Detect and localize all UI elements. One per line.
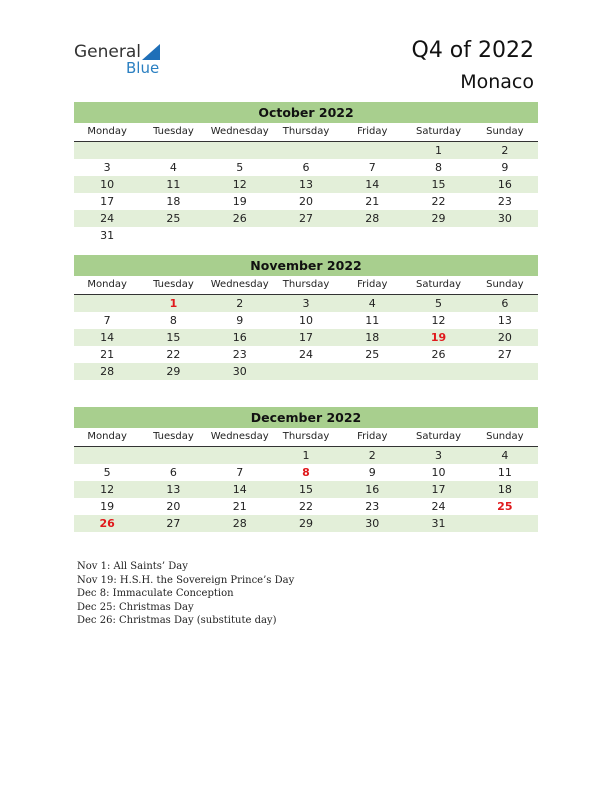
weekday-label: Wednesday (210, 279, 269, 290)
logo-blue-text: Blue (126, 59, 160, 77)
day-cell (405, 363, 471, 380)
day-cell: 9 (236, 314, 244, 327)
day-cell: 7 (236, 466, 244, 479)
day-cell: 15 (431, 178, 446, 191)
day-cell: 5 (236, 161, 244, 174)
day-cell (273, 227, 339, 244)
day-cell: 11 (166, 178, 181, 191)
day-cell: 11 (497, 466, 512, 479)
day-cell: 8 (302, 466, 310, 479)
day-cell (207, 227, 273, 244)
day-cell: 10 (431, 466, 446, 479)
weekday-label: Monday (87, 431, 127, 442)
day-cell: 22 (431, 195, 446, 208)
weekday-header-row (74, 276, 538, 295)
day-cell: 2 (236, 297, 244, 310)
day-cell: 28 (100, 365, 115, 378)
week-row (74, 329, 538, 346)
day-cell: 23 (497, 195, 512, 208)
day-cell: 8 (435, 161, 443, 174)
day-cell: 20 (298, 195, 313, 208)
month-calendar (74, 102, 538, 244)
day-cell: 30 (365, 517, 380, 530)
day-cell: 23 (232, 348, 247, 361)
week-row (74, 464, 538, 481)
day-cell: 10 (100, 178, 115, 191)
weekday-label: Tuesday (153, 431, 194, 442)
holiday-note: Dec 25: Christmas Day (77, 601, 194, 613)
week-row (74, 295, 538, 312)
day-cell: 27 (298, 212, 313, 225)
day-cell (273, 142, 339, 159)
day-cell (273, 363, 339, 380)
day-cell: 17 (431, 483, 446, 496)
day-cell: 30 (232, 365, 247, 378)
weekday-label: Saturday (416, 431, 462, 442)
weekday-label: Sunday (486, 431, 524, 442)
holiday-note: Nov 19: H.S.H. the Sovereign Prince’s Day (77, 574, 295, 586)
month-header: December 2022 (74, 407, 538, 428)
week-row (74, 363, 538, 380)
day-cell (140, 142, 206, 159)
day-cell (339, 142, 405, 159)
week-row (74, 193, 538, 210)
day-cell: 8 (169, 314, 177, 327)
day-cell (74, 447, 140, 464)
day-cell (207, 142, 273, 159)
day-cell: 22 (298, 500, 313, 513)
day-cell: 5 (103, 466, 111, 479)
day-cell: 31 (431, 517, 446, 530)
holiday-note: Dec 8: Immaculate Conception (77, 588, 234, 600)
weekday-label: Tuesday (153, 126, 194, 137)
weekday-label: Thursday (282, 431, 330, 442)
day-cell: 19 (232, 195, 247, 208)
day-cell: 12 (100, 483, 115, 496)
day-cell: 29 (431, 212, 446, 225)
week-row (74, 142, 538, 159)
day-cell: 13 (166, 483, 181, 496)
week-row (74, 312, 538, 329)
weekday-label: Monday (87, 279, 127, 290)
day-cell: 11 (365, 314, 380, 327)
holiday-note: Nov 1: All Saints’ Day (77, 561, 188, 572)
day-cell: 20 (166, 500, 181, 513)
week-row (74, 481, 538, 498)
day-cell (405, 227, 471, 244)
day-cell: 28 (365, 212, 380, 225)
month-header: November 2022 (74, 255, 538, 276)
week-row (74, 176, 538, 193)
day-cell: 10 (298, 314, 313, 327)
day-cell: 12 (232, 178, 247, 191)
day-cell: 6 (169, 466, 177, 479)
day-cell: 18 (365, 331, 380, 344)
day-cell: 9 (501, 161, 509, 174)
week-row (74, 159, 538, 176)
day-cell: 25 (166, 212, 181, 225)
day-cell (472, 363, 538, 380)
day-cell (140, 227, 206, 244)
day-cell: 29 (166, 365, 181, 378)
weekday-label: Wednesday (210, 126, 269, 137)
weekday-label: Tuesday (153, 279, 194, 290)
week-row (74, 210, 538, 227)
day-cell: 26 (431, 348, 446, 361)
week-row (74, 227, 538, 244)
day-cell: 21 (100, 348, 115, 361)
weekday-label: Saturday (416, 279, 462, 290)
day-cell: 24 (100, 212, 115, 225)
weekday-label: Monday (87, 126, 127, 137)
day-cell: 17 (298, 331, 313, 344)
week-row (74, 447, 538, 464)
day-cell: 4 (368, 297, 376, 310)
day-cell: 31 (100, 229, 115, 242)
day-cell (472, 515, 538, 532)
day-cell: 21 (365, 195, 380, 208)
day-cell: 2 (368, 449, 376, 462)
holiday-note: Dec 26: Christmas Day (substitute day) (77, 615, 277, 627)
day-cell: 5 (435, 297, 443, 310)
day-cell: 14 (232, 483, 247, 496)
day-cell: 25 (497, 500, 513, 513)
day-cell: 27 (166, 517, 181, 530)
week-row (74, 515, 538, 532)
day-cell: 22 (166, 348, 181, 361)
page-title: Q4 of 2022 (411, 38, 534, 63)
brand-logo (74, 42, 174, 78)
day-cell: 6 (302, 161, 310, 174)
holiday-notes (77, 560, 294, 628)
weekday-header-row (74, 123, 538, 142)
day-cell: 14 (100, 331, 115, 344)
day-cell: 6 (501, 297, 509, 310)
day-cell (74, 295, 140, 312)
day-cell (339, 227, 405, 244)
day-cell: 24 (431, 500, 446, 513)
weekday-label: Friday (357, 431, 388, 442)
month-header: October 2022 (74, 102, 538, 123)
day-cell: 17 (100, 195, 115, 208)
page-subtitle: Monaco (460, 71, 534, 93)
day-cell: 23 (365, 500, 380, 513)
day-cell: 14 (365, 178, 380, 191)
logo-triangle-icon (142, 44, 160, 60)
day-cell (339, 363, 405, 380)
day-cell: 18 (166, 195, 181, 208)
day-cell (74, 142, 140, 159)
day-cell (140, 447, 206, 464)
day-cell: 26 (99, 517, 115, 530)
day-cell: 1 (435, 144, 443, 157)
day-cell: 7 (368, 161, 376, 174)
week-row (74, 346, 538, 363)
day-cell: 30 (497, 212, 512, 225)
day-cell: 27 (497, 348, 512, 361)
day-cell: 4 (169, 161, 177, 174)
day-cell: 7 (103, 314, 111, 327)
weekday-label: Thursday (282, 126, 330, 137)
day-cell: 3 (302, 297, 310, 310)
week-row (74, 498, 538, 515)
day-cell: 1 (302, 449, 310, 462)
day-cell: 19 (100, 500, 115, 513)
day-cell (207, 447, 273, 464)
day-cell: 3 (103, 161, 111, 174)
day-cell: 16 (497, 178, 512, 191)
day-cell (472, 227, 538, 244)
month-calendar (74, 255, 538, 380)
day-cell: 18 (497, 483, 512, 496)
day-cell: 3 (435, 449, 443, 462)
day-cell: 19 (430, 331, 447, 344)
day-cell: 15 (166, 331, 181, 344)
day-cell: 15 (298, 483, 313, 496)
weekday-label: Sunday (486, 126, 524, 137)
day-cell: 16 (232, 331, 247, 344)
weekday-label: Saturday (416, 126, 462, 137)
day-cell: 2 (501, 144, 509, 157)
day-cell: 13 (497, 314, 512, 327)
weekday-label: Thursday (282, 279, 330, 290)
day-cell: 9 (368, 466, 376, 479)
logo-general-text: General (74, 42, 141, 62)
weekday-label: Friday (357, 279, 388, 290)
day-cell: 20 (497, 331, 512, 344)
day-cell: 28 (232, 517, 247, 530)
day-cell: 4 (501, 449, 509, 462)
day-cell: 16 (365, 483, 380, 496)
weekday-label: Sunday (486, 279, 524, 290)
month-calendar (74, 407, 538, 532)
day-cell: 21 (232, 500, 247, 513)
weekday-label: Wednesday (210, 431, 269, 442)
day-cell: 1 (169, 297, 178, 310)
day-cell: 13 (298, 178, 313, 191)
day-cell: 25 (365, 348, 380, 361)
day-cell: 29 (298, 517, 313, 530)
weekday-label: Friday (357, 126, 388, 137)
day-cell: 12 (431, 314, 446, 327)
day-cell: 26 (232, 212, 247, 225)
day-cell: 24 (298, 348, 313, 361)
weekday-header-row (74, 428, 538, 447)
